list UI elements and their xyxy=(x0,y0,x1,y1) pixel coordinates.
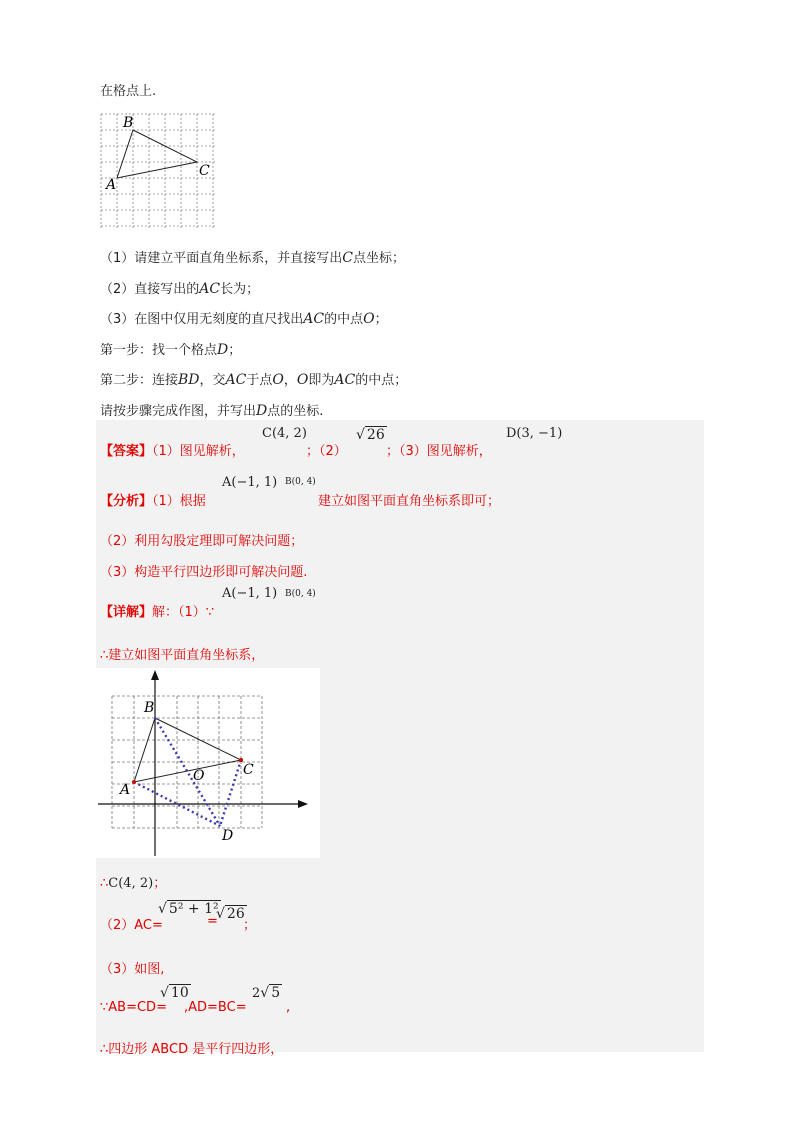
analysis-p2: 建立如图平面直角坐标系即可； xyxy=(318,494,501,509)
question-2: （2）直接写出的AC长为； xyxy=(100,281,260,297)
question-1: （1）请建立平面直角坐标系，并直接写出C点坐标； xyxy=(100,250,406,266)
detail-ac-suffix: ； xyxy=(243,918,257,933)
detail-ac-eq: = xyxy=(207,914,218,929)
detail-ac-line: （2）AC= xyxy=(100,918,163,933)
label-b: B xyxy=(123,115,134,131)
detail-ac-sqrt: √ 5² + 1² xyxy=(158,901,219,917)
label-o-2: O xyxy=(193,768,205,784)
detail-ab-val: √ 10 xyxy=(160,985,189,1001)
analysis-line-3: （3）构造平行四边形即可解决问题. xyxy=(100,565,308,580)
intro-text: 在格点上. xyxy=(100,84,157,99)
step-3: 请按步骤完成作图，并写出D点的坐标. xyxy=(100,403,324,419)
point-a xyxy=(132,780,136,784)
detail-ac-val: √ 26 xyxy=(216,906,245,922)
answer-p3: ；（3）图见解析， xyxy=(386,444,492,459)
detail-ab-line: ∵AB=CD= xyxy=(100,1000,167,1015)
label-d-2: D xyxy=(222,828,234,844)
triangle-abc xyxy=(117,130,197,178)
analysis-line-2: （2）利用勾股定理即可解决问题； xyxy=(100,534,304,549)
step-2: 第二步：连接BD，交AC于点O，O即为AC的中点； xyxy=(100,372,408,388)
answer-sqrt26: √ 26 xyxy=(356,427,385,443)
answer-d-coord: D(3, −1) xyxy=(506,426,563,441)
detail-line-2: ∴建立如图平面直角坐标系， xyxy=(100,648,265,663)
analysis-line-1: 【分析】（1）根据 xyxy=(100,494,206,509)
detail-line-1: 【详解】解：（1）∵ xyxy=(100,605,215,620)
answer-p2: ；（2） xyxy=(306,444,347,459)
detail-ad-prefix: ,AD=BC= xyxy=(184,1000,247,1015)
label-c-2: C xyxy=(243,762,254,778)
question-3: （3）在图中仅用无刻度的直尺找出AC的中点O； xyxy=(100,311,388,327)
label-b-2: B xyxy=(144,700,155,716)
label-a: A xyxy=(106,177,117,193)
triangle-grid-figure xyxy=(100,113,216,229)
analysis-a-coord: A(−1, 1) xyxy=(222,475,278,490)
detail-ad-suffix: , xyxy=(286,1000,291,1015)
coordinate-parallelogram-figure xyxy=(96,668,320,858)
label-a-2: A xyxy=(120,782,131,798)
detail-a-coord: A(−1, 1) xyxy=(222,586,278,601)
detail-ad-val: 2√ 5 xyxy=(252,985,281,1001)
answer-c-coord: C(4, 2) xyxy=(262,426,307,441)
detail-c-line: ∴C(4, 2)； xyxy=(100,876,167,891)
detail-p3: （3）如图, xyxy=(100,962,165,977)
detail-b-coord: B(0, 4) xyxy=(285,589,316,599)
grid-lines xyxy=(101,114,215,228)
detail-tag: 【详解】 xyxy=(100,605,153,620)
label-c: C xyxy=(199,163,210,179)
analysis-tag: 【分析】 xyxy=(100,494,153,509)
answer-line: 【答案】（1）图见解析， xyxy=(100,444,245,459)
step-1: 第一步：找一个格点D； xyxy=(100,342,242,358)
analysis-b-coord: B(0, 4) xyxy=(285,477,316,487)
answer-tag: 【答案】 xyxy=(100,444,153,459)
detail-last-line: ∴四边形 ABCD 是平行四边形， xyxy=(100,1042,284,1057)
